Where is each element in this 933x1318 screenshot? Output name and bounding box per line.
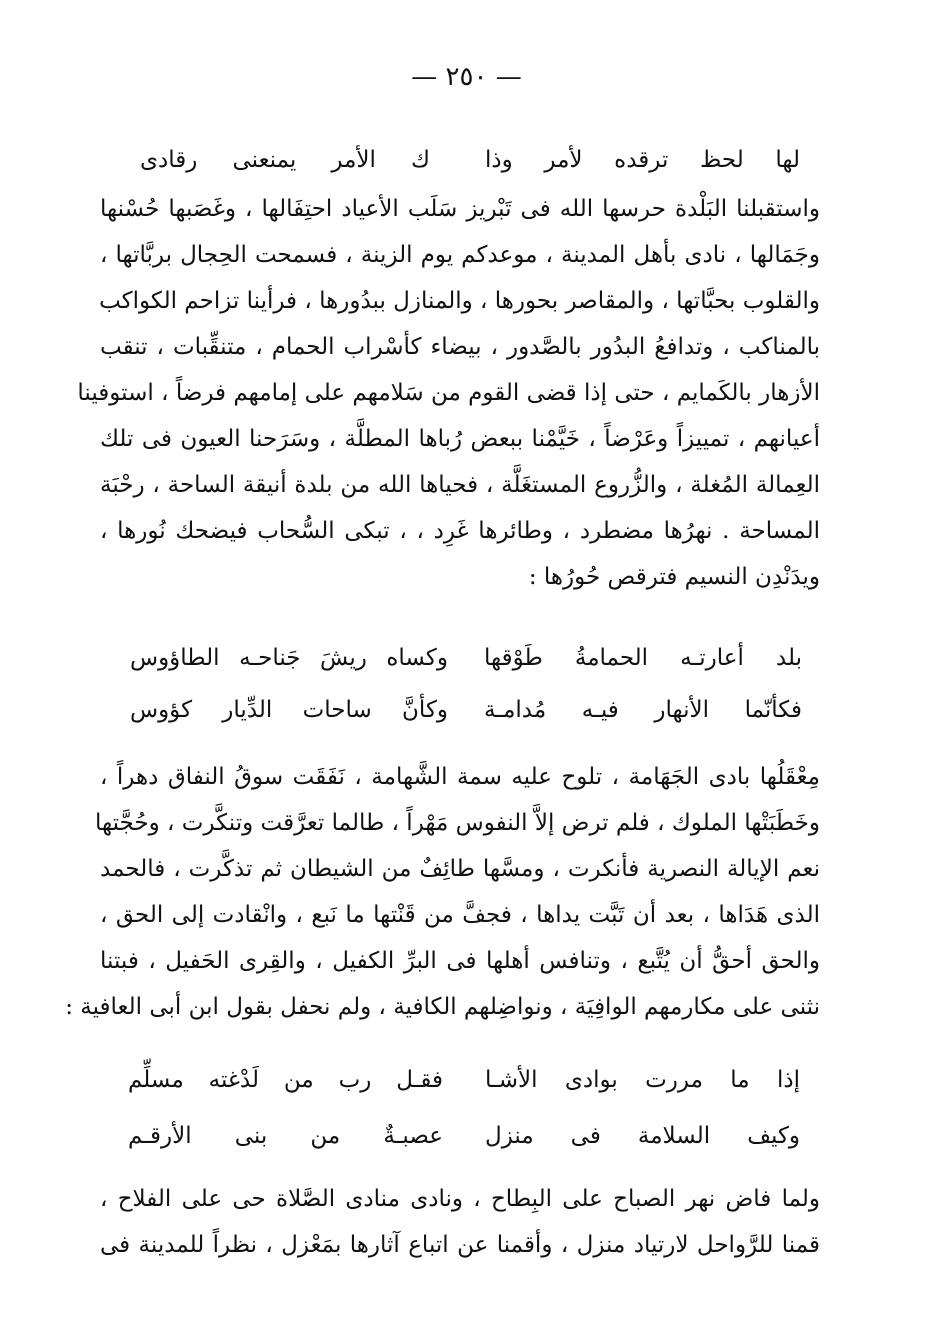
verse-1-second-hemistich: وكساه ريشَ جَناحـه الطاؤوس	[130, 645, 448, 671]
text-line: وخَطَبَتْها الملوك ، فلم ترض إلاَّ النفوس مَهْراً ، طالما تعرَّقت وتنكَّرت ، وحُجَّتها	[94, 810, 820, 836]
text-line: المساحة . نهرُها مضطرد ، وطائرها غَرِد ، ، تبكى السُّحاب فيضحك نُورها ،	[100, 518, 820, 544]
verse-top	[140, 138, 800, 182]
text-line: والحق أحقُّ أن يُتَّبع ، وتنافس أهلها فى البرِّ الكفيل ، والقِرى الحَفيل ، فبتنا	[100, 948, 820, 974]
verse-4-first-hemistich: وكيف السلامة فى منزل	[485, 1123, 800, 1149]
verse-1	[130, 636, 802, 680]
verse-2	[130, 688, 802, 732]
verse-top-second-hemistich: ك الأمر يمنعنى رقادى	[140, 147, 430, 173]
text-line: ولما فاض نهر الصباح على البِطاح ، ونادى منادى الصَّلاة حى على الفلاح ،	[100, 1186, 820, 1212]
text-line: بالمناكب ، وتدافعُ البدُور بالصَّدور ، بيضاء كأسْراب الحمام ، متنقِّبات ، تنقب	[100, 334, 820, 360]
verse-2-first-hemistich: فكأنّما الأنهار فيـه مُدامـة	[484, 697, 802, 723]
verse-1-first-hemistich: بلد أعارتـه الحمامةُ طَوْقها	[484, 645, 802, 671]
text-line: ويدَنْدِن النسيم فترقص حُورُها :	[528, 564, 820, 590]
text-line: واستقبلنا البَلْدة حرسها الله فى تَبْريز سَلَب الأعياد احتِفَالها ، وغَصَبها حُسْنها	[100, 196, 820, 222]
text-line: العِمالة المُغلة ، والزُّروع المستغَلَّة ، فحياها الله من بلدة أنيقة الساحة ، رحْبَة	[100, 472, 820, 498]
verse-top-first-hemistich: لها لحظ ترقده لأمر وذا	[485, 147, 800, 173]
text-line: الأزهار بالكَمايم ، حتى إذا قضى القوم من سَلامهم على إمامهم فرضاً ، استوفينا	[77, 380, 820, 406]
text-line: أعيانهم ، تمييزاً وعَرْضاً ، خَيَّمْنا ببعض رُباها المطلَّة ، وسَرَحنا العيون فى تلك	[100, 426, 820, 452]
verse-3	[128, 1058, 800, 1102]
text-line: نثنى على مكارمهم الوافِيَة ، ونواضِلهم الكافية ، ولم نحفل بقول ابن أبى العافية :	[65, 994, 820, 1020]
verse-4	[128, 1114, 800, 1158]
text-line: قمنا للرَّواحل لارتياد منزل ، وأقمنا عن اتباع آثارها بمَعْزل ، نظراً للمدينة فى	[100, 1232, 820, 1258]
verse-3-first-hemistich: إذا ما مررت بوادى الأشـا	[485, 1067, 800, 1093]
paragraph-1	[77, 186, 820, 600]
verse-3-second-hemistich: فقـل رب من لَدْغته مسلِّم	[128, 1067, 443, 1093]
text-line: مِعْقَلُها بادى الجَهَامة ، تلوح عليه سمة الشَّهامة ، نَفَقَت سوقُ النفاق دهراً ،	[100, 764, 820, 790]
text-line: والقلوب بحبَّاتها ، والمقاصر بحورها ، والمنازل ببدُورها ، فرأينا تزاحم الكواكب	[99, 288, 820, 314]
verse-2-second-hemistich: وكأنَّ ساحات الدِّيار كؤوس	[130, 697, 448, 723]
paragraph-3	[100, 1176, 820, 1268]
text-line: الذى هَدَاها ، بعد أن تَبَّت يداها ، فجفَّ من قَنْتها ما نَبع ، وانْقادت إلى الحق ،	[100, 902, 820, 928]
text-line: نعم الإيالة النصرية فأنكرت ، ومسَّها طائِفٌ من الشيطان ثم تذكَّرت ، فالحمد	[100, 856, 820, 882]
verse-4-second-hemistich: عصبـةٌ من بنى الأرقـم	[128, 1123, 443, 1149]
page-number: — ٢٥٠ —	[411, 62, 522, 92]
text-line: وجَمَالها ، نادى بأهل المدينة ، موعدكم يوم الزينة ، فسمحت الحِجال بربَّاتها ،	[100, 242, 820, 268]
paragraph-2	[65, 754, 820, 1030]
